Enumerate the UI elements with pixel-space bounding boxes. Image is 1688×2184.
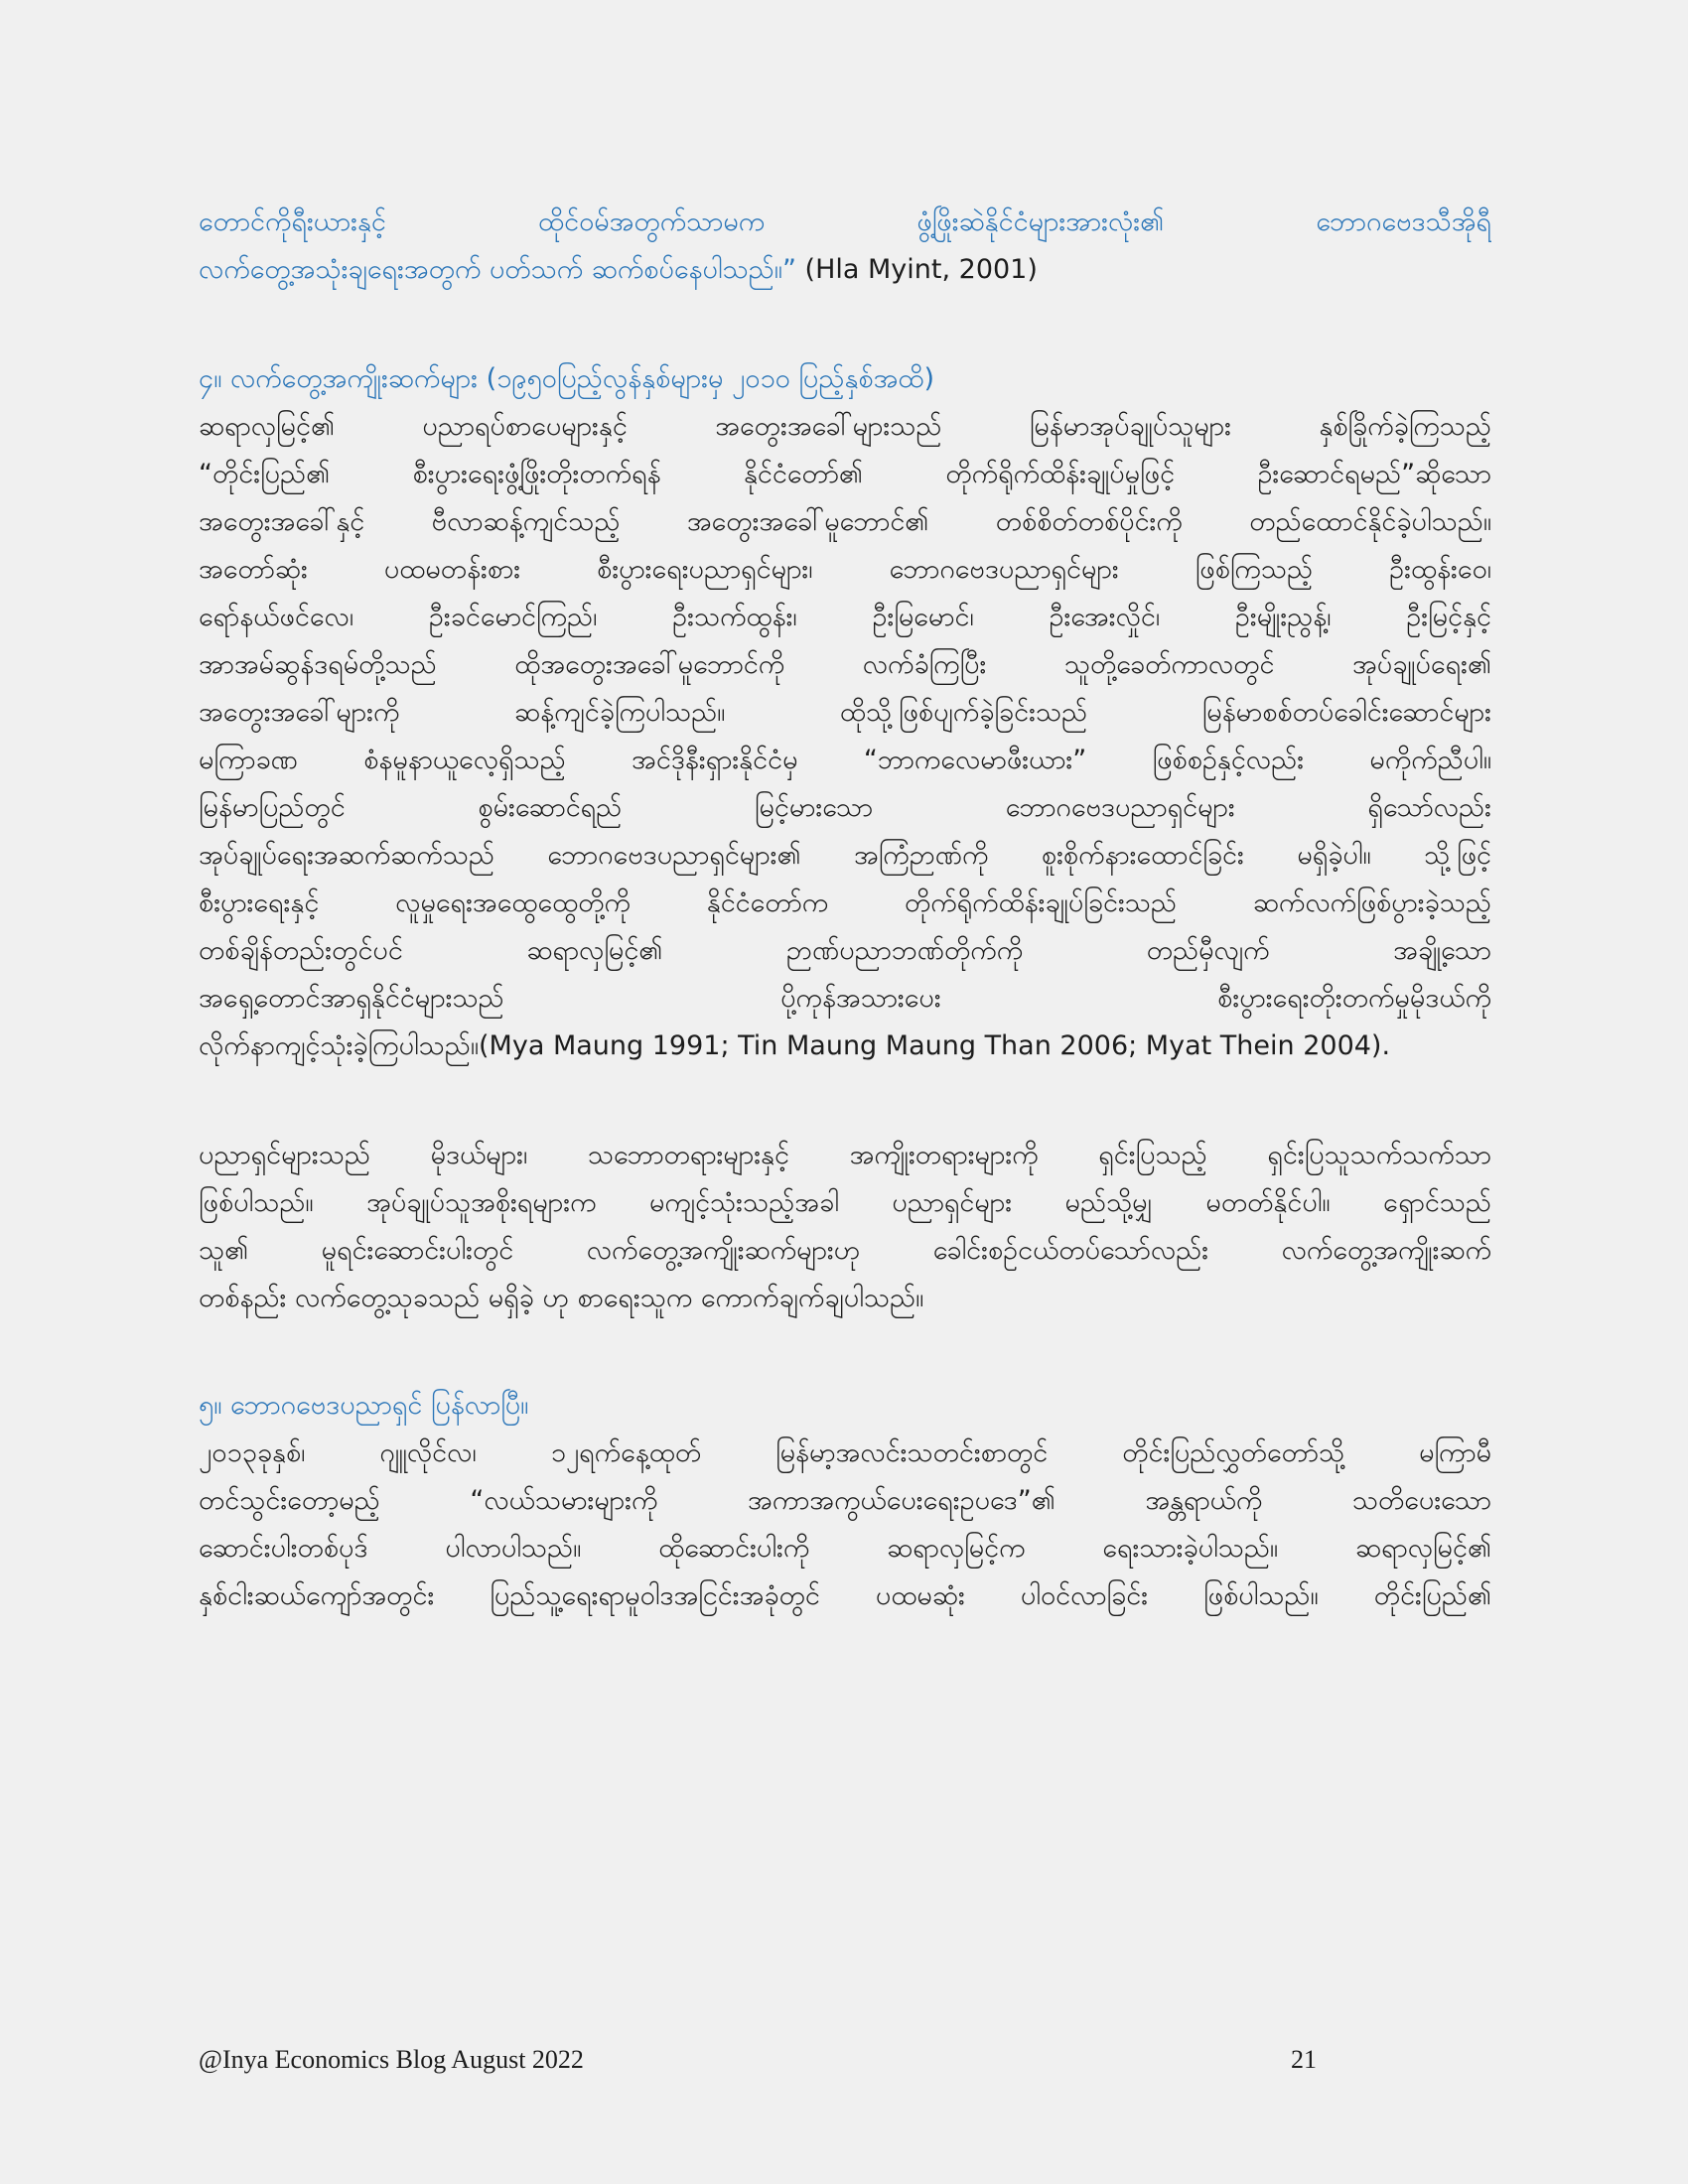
paragraph-line: အတွေးအခေါ်များကို ဆန့်ကျင်ခဲ့ကြပါသည်။ ထိုသို့ဖြစ်ပျက်ခဲ့ခြင်းသည် မြန်မာစစ်တပ်ခေါင်းဆောင်များ bbox=[199, 697, 1491, 728]
paragraph-line: အရှေ့တောင်အာရှနိုင်ငံများသည် ပို့ကုန်အသားပေး စီးပွားရေးတိုးတက်မှုမိုဒယ်ကို bbox=[199, 983, 1491, 1014]
paragraph-line: ရော်နယ်ဖင်လေ၊ ဦးခင်မောင်ကြည်၊ ဦးသက်ထွန်း၊ ဦးမြမောင်၊ ဦးအေးလှိုင်၊ ဦးမျိုးညွန့်၊ ဦးမြင့်နှင့် bbox=[199, 602, 1491, 632]
page-footer bbox=[199, 2045, 1321, 2075]
paragraph-line: အတော်ဆုံး ပထမတန်းစား စီးပွားရေးပညာရှင်များ၊ ဘောဂဗေဒပညာရှင်များ ဖြစ်ကြသည့် ဦးထွန်းဝေ၊ bbox=[199, 554, 1491, 585]
paragraph-line: ဆောင်းပါးတစ်ပုဒ် ပါလာပါသည်။ ထိုဆောင်းပါးကို ဆရာလှမြင့်က ရေးသားခဲ့ပါသည်။ ဆရာလှမြင့်၏ bbox=[199, 1533, 1491, 1564]
quote-line-last bbox=[199, 246, 1491, 294]
paragraph-2 bbox=[199, 1132, 1491, 1322]
paragraph-line-last: တစ်နည်း လက်တွေ့သုခသည် မရှိခဲ့ ဟု စာရေးသူက ကောက်ချက်ချပါသည်။ bbox=[199, 1283, 924, 1313]
paragraph-line: တင်သွင်းတော့မည့် “လယ်သမားများကို အကာအကွယ်ပေးရေးဥပဒေ”၏ အန္တရာယ်ကို သတိပေးသော bbox=[199, 1485, 1491, 1516]
paragraph-line: နှစ်ငါးဆယ်ကျော်အတွင်း ပြည်သူ့ရေးရာမူဝါဒအငြင်းအခုံတွင် ပထမဆုံး ပါဝင်လာခြင်း ဖြစ်ပါသည်။ တိုင်းပြည်၏ bbox=[199, 1580, 1491, 1611]
quote-text: လက်တွေ့အသုံးချရေးအတွက် ပတ်သက် ဆက်စပ်နေပါသည်။” bbox=[199, 254, 796, 285]
paragraph-line: ပညာရှင်များသည် မိုဒယ်များ၊ သဘောတရားများနှင့် အကျိုးတရားများကို ရှင်းပြသည့် ရှင်းပြသူသက်သက်သာ bbox=[199, 1140, 1491, 1170]
section-5 bbox=[199, 1382, 1491, 1620]
footer-text: @Inya Economics Blog August 2022 bbox=[199, 2045, 584, 2074]
paragraph-line: မကြာခဏ စံနမူနာယူလေ့ရှိသည့် အင်ဒိုနီးရှားနိုင်ငံမှ “ဘာကလေမာဖီးယား” ဖြစ်စဉ်နှင့်လည်း မကိုက်ညီပါ။ bbox=[199, 745, 1491, 775]
paragraph-line: ၂၀၁၃ခုနှစ်၊ ဂျူလိုင်လ၊ ၁၂ရက်နေ့ထုတ် မြန်မာ့အလင်းသတင်းစာတွင် တိုင်းပြည်လွှတ်တော်သို့ မကြာမီ bbox=[199, 1437, 1491, 1468]
paragraph-line: ဆရာလှမြင့်၏ ပညာရပ်စာပေများနှင့် အတွေးအခေါ်များသည် မြန်မာအုပ်ချုပ်သူများ နှစ်ခြိုက်ခဲ့ကြသည့် bbox=[199, 411, 1491, 442]
quote-citation: (Hla Myint, 2001) bbox=[795, 254, 1038, 285]
quote-block bbox=[199, 199, 1491, 294]
page-number: 21 bbox=[1291, 2045, 1317, 2074]
section-4 bbox=[199, 355, 1491, 1070]
paragraph-line: စီးပွားရေးနှင့် လူမှုရေးအထွေထွေတို့ကို နိုင်ငံတော်က တိုက်ရိုက်ထိန်းချုပ်ခြင်းသည် ဆက်လက်ဖြစ်ပွားခဲ့သည့် bbox=[199, 887, 1491, 918]
quote-line: တောင်ကိုရီးယားနှင့် ထိုင်ဝမ်အတွက်သာမက ဖွံ့ဖြိုးဆဲနိုင်ငံများအားလုံး၏ ဘောဂဗေဒသီအိုရီ bbox=[199, 206, 1491, 237]
section-heading: ၅။ ဘောဂဗေဒပညာရှင် ပြန်လာပြီ။ bbox=[199, 1390, 529, 1421]
paragraph-line: သူ၏ မူရင်းဆောင်းပါးတွင် လက်တွေ့အကျိုးဆက်များဟု ခေါင်းစဉ်ငယ်တပ်သော်လည်း လက်တွေ့အကျိုးဆက် bbox=[199, 1235, 1491, 1266]
paragraph-line: တစ်ချိန်တည်းတွင်ပင် ဆရာလှမြင့်၏ ဉာဏ်ပညာဘဏ်တိုက်ကို တည်မှီလျက် အချို့သော bbox=[199, 935, 1491, 966]
paragraph-line-last: လိုက်နာကျင့်သုံးခဲ့ကြပါသည်။(Mya Maung 1991; Tin Maung Maung Than 2006; Myat Thein 2004). bbox=[199, 1030, 1391, 1061]
paragraph-line: ဖြစ်ပါသည်။ အုပ်ချုပ်သူအစိုးရများက မကျင့်သုံးသည့်အခါ ပညာရှင်များ မည်သို့မျှ မတတ်နိုင်ပါ။ ရှောင်သည် bbox=[199, 1187, 1491, 1218]
section-4-paragraph bbox=[199, 403, 1491, 1070]
paragraph-line: အုပ်ချုပ်ရေးအဆက်ဆက်သည် ဘောဂဗေဒပညာရှင်များ၏ အကြံဉာဏ်ကို စူးစိုက်နားထောင်ခြင်း မရှိခဲ့ပါ။ သို့ဖြင့် bbox=[199, 840, 1491, 871]
paragraph-line: မြန်မာပြည်တွင် စွမ်းဆောင်ရည် မြင့်မားသော ဘောဂဗေဒပညာရှင်များ ရှိသော်လည်း bbox=[199, 792, 1491, 823]
section-heading: ၄။ လက်တွေ့အကျိုးဆက်များ (၁၉၅၀ပြည့်လွန်နှစ်များမှ ၂၀၁၀ ပြည့်နှစ်အထိ) bbox=[199, 363, 934, 394]
paragraph-line: “တိုင်းပြည်၏ စီးပွားရေးဖွံ့ဖြိုးတိုးတက်ရန် နိုင်ငံတော်၏ တိုက်ရိုက်ထိန်းချုပ်မှုဖြင့် ဦးဆောင်ရမည်”ဆိုသော bbox=[199, 459, 1491, 489]
paragraph-line: အတွေးအခေါ်နှင့် ဗီလာဆန့်ကျင်သည့် အတွေးအခေါ်မူဘောင်၏ တစ်စိတ်တစ်ပိုင်းကို တည်ထောင်နိုင်ခဲ့ပါသည်။ bbox=[199, 506, 1491, 537]
page-content bbox=[199, 199, 1491, 1620]
paragraph-line: အာအမ်ဆွန်ဒရမ်တို့သည် ထိုအတွေးအခေါ်မူဘောင်ကို လက်ခံကြပြီး သူတို့ခေတ်ကာလတွင် အုပ်ချုပ်ရေး၏ bbox=[199, 649, 1491, 680]
